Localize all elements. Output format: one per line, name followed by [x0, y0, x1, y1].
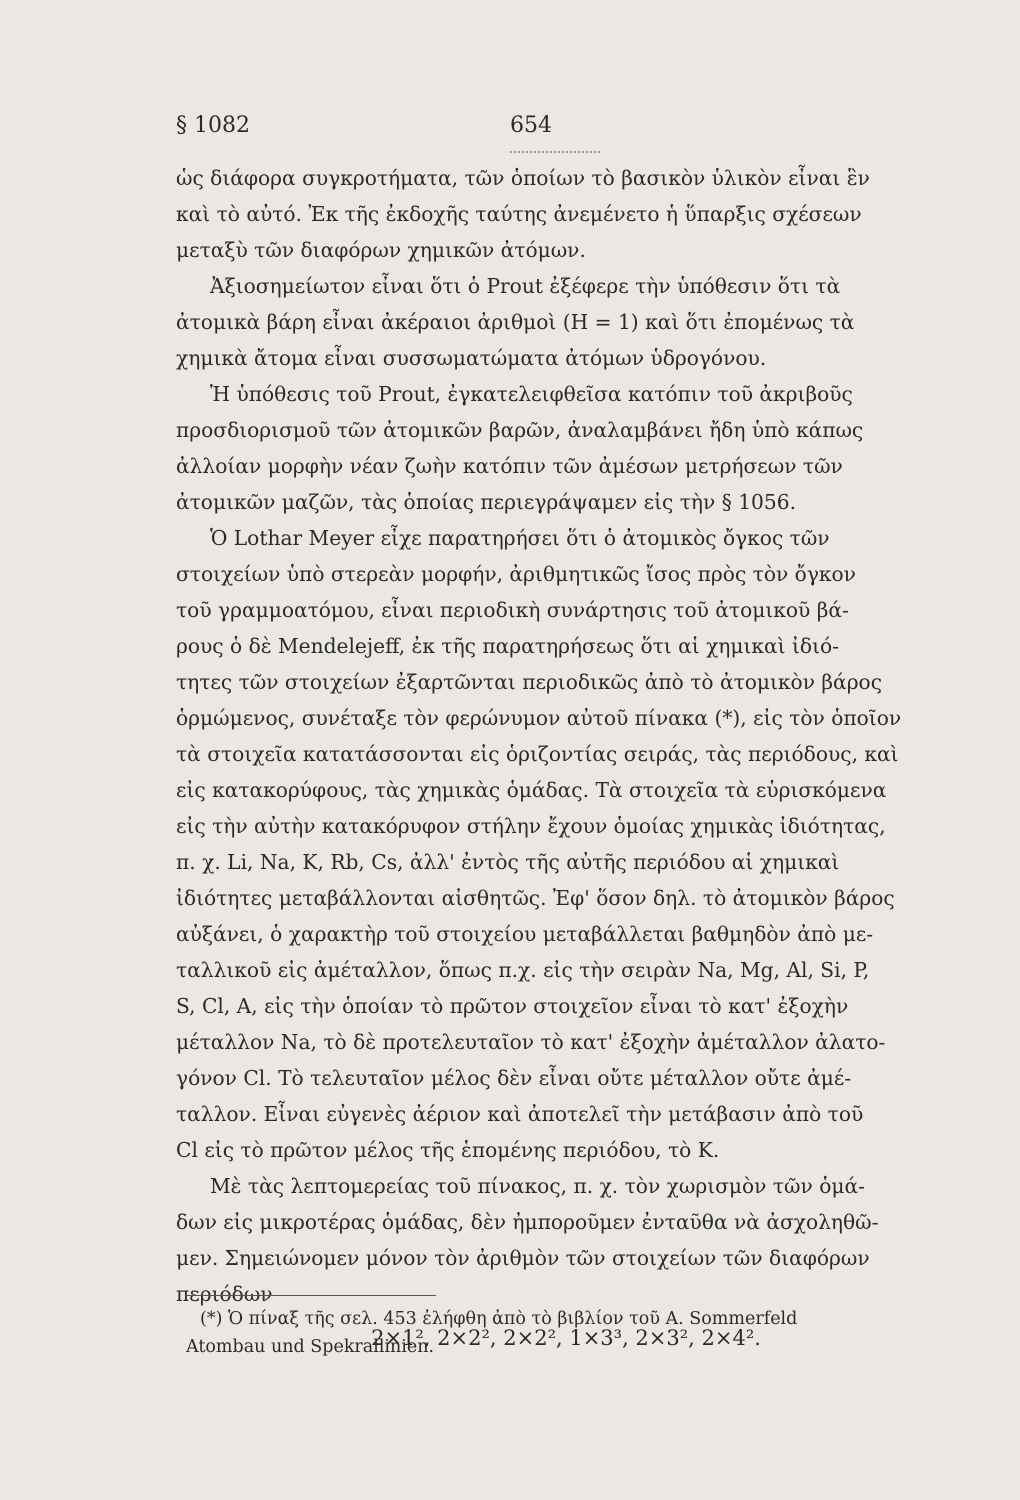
text-line: μεταξὺ τῶν διαφόρων χημικῶν ἀτόμων. — [176, 238, 586, 262]
text-line: προσδιορισμοῦ τῶν ἀτομικῶν βαρῶν, ἀναλαμβάνει ἤδη ὑπὸ κάπως — [176, 418, 864, 442]
body-text — [176, 160, 956, 1360]
period-formula: 2×1², 2×2², 2×2², 1×3³, 2×3², 2×4². — [371, 1326, 761, 1350]
text-line: Μὲ τὰς λεπτομερείας τοῦ πίνακος, π. χ. τὸν χωρισμὸν τῶν ὁμά- — [210, 1174, 865, 1198]
text-line: εἰς τὴν αὐτὴν κατακόρυφον στήλην ἔχουν ὁμοίας χημικὰς ἰδιότητας, — [176, 814, 886, 838]
page-number: 654 — [510, 113, 552, 138]
text-line: χημικὰ ἄτομα εἶναι συσσωματώματα ἀτόμων ὑδρογόνου. — [176, 346, 767, 370]
text-line: ἀλλοίαν μορφὴν νέαν ζωὴν κατόπιν τῶν ἀμέσων μετρήσεων τῶν — [176, 454, 843, 478]
text-line: Cl εἰς τὸ πρῶτον μέλος τῆς ἑπομένης περιόδου, τὸ K. — [176, 1138, 720, 1162]
text-line: μέταλλον Na, τὸ δὲ προτελευταῖον τὸ κατ' ἐξοχὴν ἀμέταλλον ἀλατο- — [176, 1030, 886, 1054]
footnote-line: (*) Ὁ πίναξ τῆς σελ. 453 ἐλήφθη ἀπὸ τὸ βιβλίον τοῦ A. Sommerfeld — [200, 1309, 798, 1329]
text-line: τὰ στοιχεῖα κατατάσσονται εἰς ὁριζοντίας σειράς, τὰς περιόδους, καὶ — [176, 742, 899, 766]
text-line: Ὁ Lothar Meyer εἶχε παρατηρήσει ὅτι ὁ ἀτομικὸς ὄγκος τῶν — [210, 526, 830, 550]
text-line: τητες τῶν στοιχείων ἐξαρτῶνται περιοδικῶς ἀπὸ τὸ ἀτομικὸν βάρος — [176, 670, 883, 694]
text-line: γόνον Cl. Τὸ τελευταῖον μέλος δὲν εἶναι οὔτε μέταλλον οὔτε ἀμέ- — [176, 1066, 852, 1090]
text-line: ὡς διάφορα συγκροτήματα, τῶν ὁποίων τὸ βασικὸν ὑλικὸν εἶναι ἓν — [176, 166, 870, 190]
text-line: ἰδιότητες μεταβάλλονται αἰσθητῶς. Ἐφ' ὅσον δηλ. τὸ ἀτομικὸν βάρος — [176, 886, 895, 910]
header-ornament — [510, 145, 600, 153]
text-line: ἀτομικῶν μαζῶν, τὰς ὁποίας περιεγράψαμεν εἰς τὴν § 1056. — [176, 490, 797, 514]
section-number: § 1082 — [176, 113, 250, 138]
text-line: αὐξάνει, ὁ χαρακτὴρ τοῦ στοιχείου μεταβάλλεται βαθμηδὸν ἀπὸ με- — [176, 922, 874, 946]
footnote — [186, 1305, 960, 1361]
text-line: στοιχείων ὑπὸ στερεὰν μορφήν, ἀριθμητικῶς ἴσος πρὸς τὸν ὄγκον — [176, 562, 856, 586]
text-line: μεν. Σημειώνομεν μόνον τὸν ἀριθμὸν τῶν στοιχείων τῶν διαφόρων — [176, 1246, 870, 1270]
footnote-line: Atombau und Spekrallinien. — [186, 1337, 435, 1357]
page-header — [176, 113, 956, 153]
text-line: καὶ τὸ αὐτό. Ἐκ τῆς ἐκδοχῆς ταύτης ἀνεμένετο ἡ ὕπαρξις σχέσεων — [176, 202, 862, 226]
text-line: τοῦ γραμμοατόμου, εἶναι περιοδικὴ συνάρτησις τοῦ ἀτομικοῦ βά- — [176, 598, 849, 622]
text-line: ταλλικοῦ εἰς ἀμέταλλον, ὅπως π.χ. εἰς τὴν σειρὰν Na, Mg, Al, Si, P, — [176, 958, 870, 982]
text-line: περιόδων — [176, 1282, 273, 1306]
text-line: ἀτομικὰ βάρη εἶναι ἀκέραιοι ἀριθμοὶ (H = 1) καὶ ὅτι ἐπομένως τὰ — [176, 310, 855, 334]
text-line: δων εἰς μικροτέρας ὁμάδας, δὲν ἠμποροῦμεν ἐνταῦθα νὰ ἀσχοληθῶ- — [176, 1210, 879, 1234]
text-line: ρους ὁ δὲ Mendelejeff, ἐκ τῆς παρατηρήσεως ὅτι αἱ χημικαὶ ἰδιό- — [176, 634, 839, 658]
text-line: ὁρμώμενος, συνέταξε τὸν φερώνυμον αὐτοῦ πίνακα (*), εἰς τὸν ὁποῖον — [176, 706, 902, 730]
footnote-divider — [186, 1295, 436, 1296]
text-line: Ἀξιοσημείωτον εἶναι ὅτι ὁ Prout ἐξέφερε τὴν ὑπόθεσιν ὅτι τὰ — [210, 274, 841, 298]
text-line: Ἡ ὑπόθεσις τοῦ Prout, ἐγκατελειφθεῖσα κατόπιν τοῦ ἀκριβοῦς — [210, 382, 853, 406]
text-line: π. χ. Li, Na, K, Rb, Cs, ἀλλ' ἐντὸς τῆς αὐτῆς περιόδου αἱ χημικαὶ — [176, 850, 840, 874]
text-line: εἰς κατακορύφους, τὰς χημικὰς ὁμάδας. Τὰ στοιχεῖα τὰ εὑρισκόμενα — [176, 778, 887, 802]
text-line: S, Cl, A, εἰς τὴν ὁποίαν τὸ πρῶτον στοιχεῖον εἶναι τὸ κατ' ἐξοχὴν — [176, 994, 849, 1018]
text-line: ταλλον. Εἶναι εὐγενὲς ἀέριον καὶ ἀποτελεῖ τὴν μετάβασιν ἀπὸ τοῦ — [176, 1102, 864, 1126]
